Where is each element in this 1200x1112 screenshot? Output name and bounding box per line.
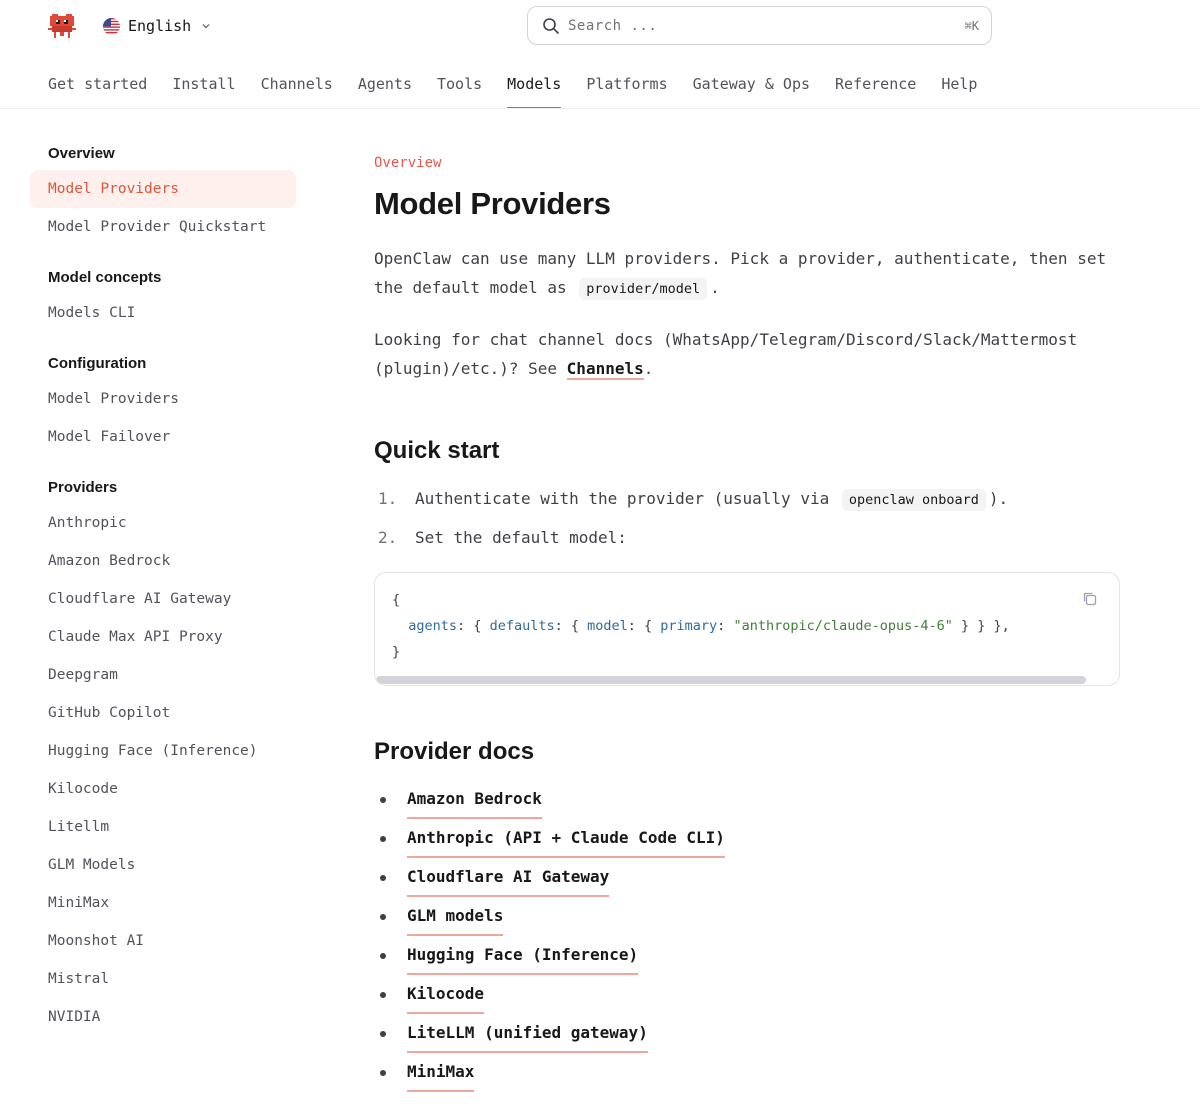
sidebar-group-title: Providers: [48, 479, 118, 496]
step-text-after: ).: [988, 489, 1009, 508]
sidebar-group-title: Model concepts: [48, 269, 162, 286]
step-text: [415, 480, 1008, 519]
sidebar-spacer: [30, 246, 296, 266]
top-navigation: [48, 62, 1002, 108]
sidebar-item-github-copilot[interactable]: GitHub Copilot: [48, 705, 171, 721]
step-number: 2.: [378, 528, 398, 547]
step-number: 1.: [378, 489, 398, 508]
sidebar-item-nvidia[interactable]: NVIDIA: [48, 1009, 101, 1025]
search-placeholder: Search ...: [568, 17, 658, 34]
inline-code: openclaw onboard: [842, 489, 986, 511]
tab-get-started[interactable]: Get started: [48, 75, 148, 93]
sidebar-item-moonshot-ai[interactable]: Moonshot AI: [48, 933, 145, 949]
step-text: Set the default model:: [415, 528, 627, 547]
tab-reference[interactable]: Reference: [835, 75, 917, 93]
sidebar-item-claude-max-api-proxy[interactable]: Claude Max API Proxy: [48, 629, 223, 645]
intro-end: .: [710, 278, 720, 297]
bullet-icon: [380, 992, 386, 998]
sidebar-spacer: [30, 332, 296, 352]
sidebar-item-anthropic[interactable]: Anthropic: [48, 515, 127, 531]
list-item: [374, 858, 1120, 897]
sidebar-item-mistral[interactable]: Mistral: [48, 971, 110, 987]
sidebar-item-minimax[interactable]: MiniMax: [48, 895, 110, 911]
provider-docs-heading: Provider docs: [374, 738, 535, 765]
list-item: [374, 897, 1120, 936]
step-text-before: Authenticate with the provider (usually via: [415, 489, 830, 508]
bullet-icon: [380, 953, 386, 959]
provider-link-glm-models[interactable]: GLM models: [407, 897, 503, 936]
tab-platforms[interactable]: Platforms: [586, 75, 668, 93]
sidebar-group-title: Overview: [48, 145, 115, 162]
provider-link-anthropic-api-claude-code-cli[interactable]: Anthropic (API + Claude Code CLI): [407, 819, 725, 858]
bullet-icon: [380, 875, 386, 881]
sidebar-item-model-providers[interactable]: Model Providers: [48, 391, 179, 407]
sidebar-spacer: [30, 456, 296, 476]
search-bar[interactable]: [527, 6, 992, 45]
tab-channels[interactable]: Channels: [260, 75, 333, 93]
provider-link-amazon-bedrock[interactable]: Amazon Bedrock: [407, 780, 542, 819]
provider-docs-list: [374, 780, 1120, 1092]
tab-models[interactable]: Models: [507, 62, 561, 108]
bullet-icon: [380, 1070, 386, 1076]
sidebar-item-litellm[interactable]: Litellm: [48, 819, 110, 835]
intro-text: OpenClaw can use many LLM providers. Pick a provider, authenticate, then set the default model as: [374, 249, 1107, 297]
list-item: [374, 1014, 1120, 1053]
tab-install[interactable]: Install: [172, 75, 236, 93]
list-item: [374, 519, 1120, 556]
list-item: [374, 975, 1120, 1014]
provider-link-kilocode[interactable]: Kilocode: [407, 975, 484, 1014]
provider-link-litellm-unified-gateway[interactable]: LiteLLM (unified gateway): [407, 1014, 648, 1053]
chevron-down-icon: [201, 21, 211, 31]
list-item: [374, 1053, 1120, 1092]
channels-link[interactable]: Channels: [566, 359, 644, 378]
sidebar-item-glm-models[interactable]: GLM Models: [48, 857, 136, 873]
bullet-icon: [380, 914, 386, 920]
bullet-icon: [380, 797, 386, 803]
sidebar-item-kilocode[interactable]: Kilocode: [48, 781, 118, 797]
sidebar-item-hugging-face-inference[interactable]: Hugging Face (Inference): [48, 743, 258, 759]
list-item: [374, 780, 1120, 819]
search-icon: [542, 17, 560, 35]
list-item: [374, 480, 1120, 519]
header-divider: [0, 108, 1200, 109]
page-title: Model Providers: [374, 186, 611, 221]
code-content: { agents: { defaults: { model: { primary: "anthropic/claude-opus-4-6" } } }, }: [392, 592, 1010, 660]
intro-paragraph: [374, 244, 1120, 304]
code-block: [374, 572, 1120, 686]
bullet-icon: [380, 1031, 386, 1037]
bullet-icon: [380, 836, 386, 842]
sidebar: [30, 142, 296, 1036]
openclaw-logo-icon[interactable]: [48, 12, 76, 40]
inline-code: provider/model: [579, 278, 707, 300]
channels-paragraph: [374, 325, 1120, 383]
horizontal-scrollbar[interactable]: [376, 676, 1086, 684]
tab-tools[interactable]: Tools: [437, 75, 483, 93]
main-content: [374, 152, 1120, 1092]
search-shortcut: ⌘K: [964, 18, 979, 33]
sidebar-item-amazon-bedrock[interactable]: Amazon Bedrock: [48, 553, 171, 569]
us-flag-icon: [103, 18, 120, 35]
sidebar-group-title: Configuration: [48, 355, 147, 372]
quick-start-heading: Quick start: [374, 437, 500, 464]
tab-agents[interactable]: Agents: [357, 75, 412, 93]
sidebar-item-models-cli[interactable]: Models CLI: [48, 305, 136, 321]
language-label: English: [128, 17, 192, 35]
channels-end: .: [643, 359, 654, 378]
sidebar-item-model-provider-quickstart[interactable]: Model Provider Quickstart: [48, 219, 267, 235]
language-selector[interactable]: [103, 14, 211, 38]
tab-help[interactable]: Help: [941, 75, 978, 93]
tab-gateway-ops[interactable]: Gateway & Ops: [692, 75, 811, 93]
provider-link-hugging-face-inference[interactable]: Hugging Face (Inference): [407, 936, 638, 975]
list-item: [374, 819, 1120, 858]
sidebar-item-model-providers[interactable]: Model Providers: [30, 170, 296, 208]
sidebar-item-deepgram[interactable]: Deepgram: [48, 667, 118, 683]
provider-link-cloudflare-ai-gateway[interactable]: Cloudflare AI Gateway: [407, 858, 609, 897]
sidebar-item-model-failover[interactable]: Model Failover: [48, 429, 171, 445]
sidebar-item-cloudflare-ai-gateway[interactable]: Cloudflare AI Gateway: [48, 591, 232, 607]
provider-link-minimax[interactable]: MiniMax: [407, 1053, 474, 1092]
list-item: [374, 936, 1120, 975]
breadcrumb: Overview: [374, 155, 442, 171]
copy-icon[interactable]: [1081, 590, 1099, 608]
channels-text: Looking for chat channel docs (WhatsApp/Telegram/Discord/Slack/Mattermost (plugin)/etc.)? See: [374, 330, 1078, 378]
quick-start-steps: [374, 480, 1120, 556]
